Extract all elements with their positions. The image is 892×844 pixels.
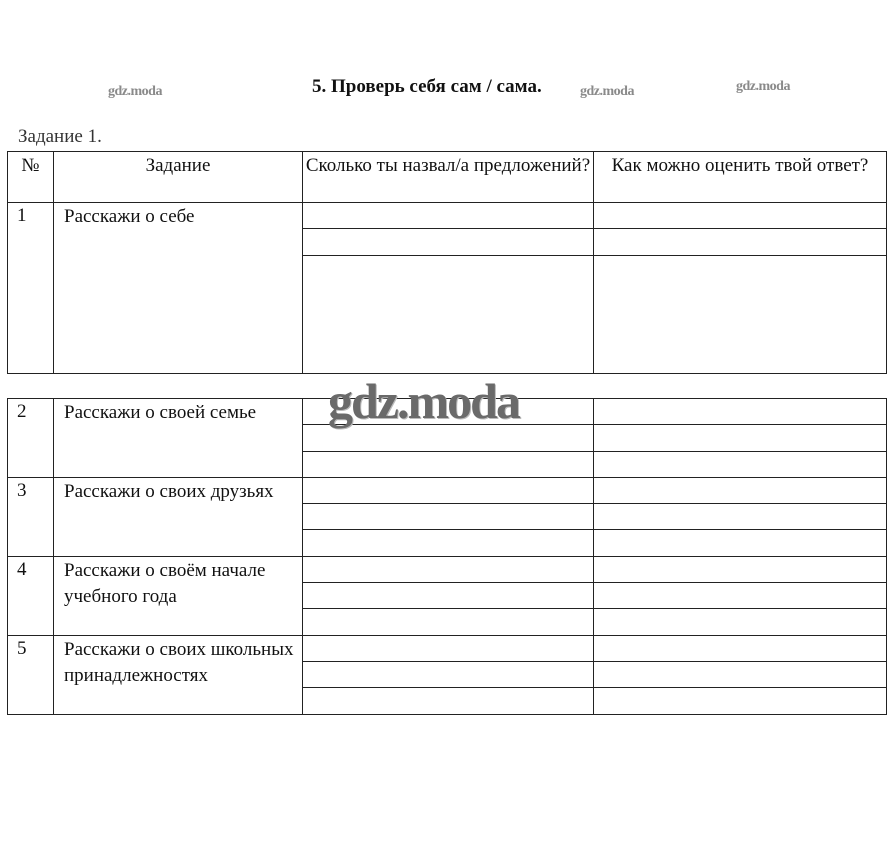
answer-cell[interactable] [303, 530, 594, 556]
row-task: Расскажи о своих школьных принадлежностях [54, 635, 303, 714]
answer-cell[interactable] [303, 504, 594, 530]
row-number: 5 [8, 635, 54, 714]
page-title: 5. Проверь себя сам / сама. [312, 76, 542, 97]
answer-cell[interactable] [303, 451, 594, 477]
row-task: Расскажи о себе [54, 203, 303, 374]
answer-cell[interactable] [594, 229, 887, 256]
answer-cell[interactable] [594, 635, 887, 661]
answer-cell[interactable] [303, 256, 594, 374]
row-task: Расскажи о своих друзьях [54, 477, 303, 556]
column-header-sentences: Сколько ты назвал/а предложений? [303, 152, 594, 203]
answer-cell[interactable] [594, 425, 887, 451]
answer-cell[interactable] [303, 229, 594, 256]
row-task: Расскажи о своей семье [54, 399, 303, 478]
answer-cell[interactable] [303, 609, 594, 635]
table-row [8, 556, 887, 582]
answer-cell[interactable] [594, 451, 887, 477]
watermark: gdz.moda [736, 79, 790, 94]
answer-cell[interactable] [594, 688, 887, 714]
answer-cell[interactable] [594, 399, 887, 425]
answer-cell[interactable] [594, 583, 887, 609]
watermark-large: gdz.moda [328, 373, 519, 429]
answer-cell[interactable] [594, 504, 887, 530]
answer-cell[interactable] [303, 583, 594, 609]
answer-cell[interactable] [303, 477, 594, 503]
table-row [8, 635, 887, 661]
row-number: 2 [8, 399, 54, 478]
task-table-top [7, 151, 887, 374]
task-label: Задание 1. [18, 126, 102, 147]
watermark: gdz.moda [108, 84, 162, 99]
answer-cell[interactable] [303, 661, 594, 687]
answer-cell[interactable] [594, 530, 887, 556]
row-number: 3 [8, 477, 54, 556]
table-row [8, 477, 887, 503]
answer-cell[interactable] [594, 661, 887, 687]
row-number: 4 [8, 556, 54, 635]
row-task: Расскажи о своём начале учебного года [54, 556, 303, 635]
answer-cell[interactable] [303, 688, 594, 714]
answer-cell[interactable] [594, 203, 887, 229]
answer-cell[interactable] [594, 256, 887, 374]
column-header-number: № [8, 152, 54, 203]
answer-cell[interactable] [594, 609, 887, 635]
answer-cell[interactable] [303, 635, 594, 661]
answer-cell[interactable] [303, 556, 594, 582]
row-number: 1 [8, 203, 54, 374]
answer-cell[interactable] [303, 203, 594, 229]
column-header-task: Задание [54, 152, 303, 203]
task-table-bottom [7, 398, 887, 715]
watermark: gdz.moda [580, 84, 634, 99]
column-header-evaluation: Как можно оценить твой ответ? [594, 152, 887, 203]
answer-cell[interactable] [594, 477, 887, 503]
table-row [8, 203, 887, 229]
answer-cell[interactable] [594, 556, 887, 582]
